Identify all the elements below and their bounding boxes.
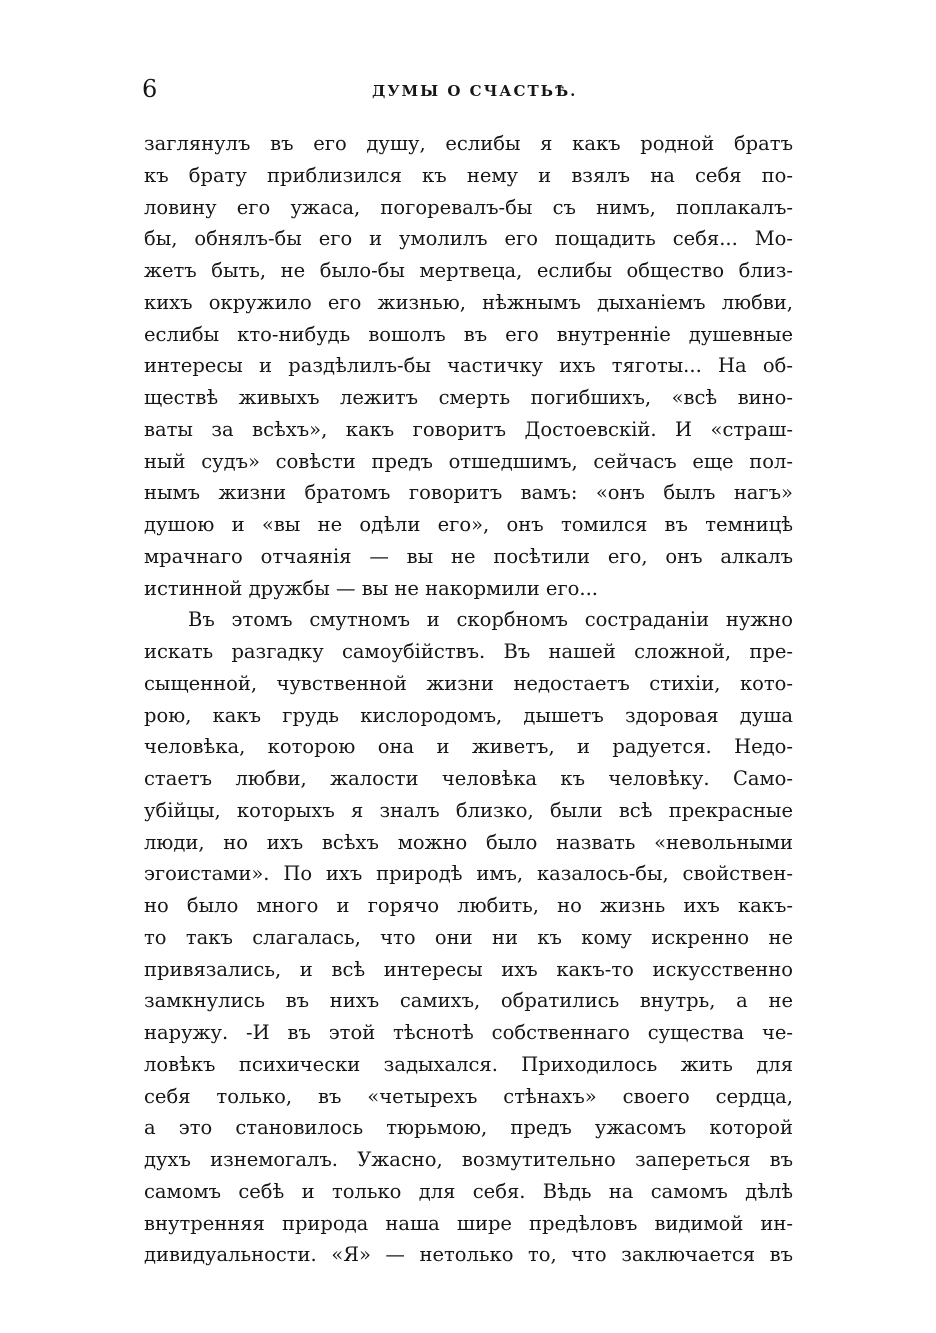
text-line: искать разгадку самоубійствъ. Въ нашей сложной, пре- [144, 640, 793, 663]
text-line: самомъ себѣ и только для себя. Вѣдь на самомъ дѣлѣ [144, 1179, 793, 1203]
text-line: кихъ окружило его жизнью, нѣжнымъ дыханіемъ любви, [144, 290, 793, 314]
body-text [144, 128, 793, 1271]
text-line: но было много и горячо любить, но жизнь ихъ какъ- [144, 894, 793, 917]
page-number: 6 [142, 75, 158, 103]
text-line: ловину его ужаса, погоревалъ-бы съ нимъ, поплакалъ- [144, 195, 793, 219]
text-line: жетъ быть, не было-бы мертвеца, еслибы общество близ- [144, 259, 793, 282]
text-line: къ брату приблизился къ нему и взялъ на себя по- [144, 163, 793, 187]
text-line: внутренняя природа наша шире предѣловъ видимой ин- [144, 1211, 793, 1235]
running-title: ДУМЫ О СЧАСТЬѢ. [372, 82, 578, 100]
text-line: себя только, въ «четырехъ стѣнахъ» своего сердца, [144, 1084, 793, 1108]
text-line: духъ изнемогалъ. Ужасно, возмутительно запереться въ [144, 1148, 793, 1171]
text-line: ный судъ» совѣсти предъ отшедшимъ, сейчасъ еще пол- [144, 449, 793, 473]
text-line: дивидуальности. «Я» — нетолько то, что заключается въ [144, 1243, 793, 1267]
text-line: человѣка, которою она и живетъ, и радуется. Недо- [144, 735, 793, 759]
text-line: ваты за всѣхъ», какъ говоритъ Достоевскій. И «страш- [144, 417, 793, 441]
text-line: сыщенной, чувственной жизни недостаетъ стихіи, кото- [144, 671, 793, 695]
text-line: мрачнаго отчаянія — вы не посѣтили его, онъ алкалъ [144, 544, 793, 568]
text-line: убійцы, которыхъ я зналъ близко, были всѣ прекрасные [144, 798, 793, 822]
text-line: рою, какъ грудь кислородомъ, дышетъ здоровая душа [144, 703, 793, 727]
text-line: бы, обнялъ-бы его и умолилъ его пощадить себя... Мо- [144, 227, 793, 251]
text-line: интересы и раздѣлилъ-бы частичку ихъ тяготы... На об- [144, 354, 793, 378]
text-line: замкнулись въ нихъ самихъ, обратились внутрь, а не [144, 989, 793, 1013]
text-line: ществѣ живыхъ лежитъ смерть погибшихъ, «всѣ вино- [144, 386, 793, 409]
text-line: заглянулъ въ его душу, еслибы я какъ родной братъ [144, 132, 793, 155]
text-line: ловѣкъ психически задыхался. Приходилось жить для [144, 1052, 793, 1076]
paragraph-start-line: Въ этомъ смутномъ и скорбномъ состраданіи нужно [188, 608, 793, 632]
text-line: стаетъ любви, жалости человѣка къ человѣку. Само- [144, 767, 793, 790]
text-line: душою и «вы не одѣли его», онъ томился въ темницѣ [144, 513, 793, 536]
text-line: люди, но ихъ всѣхъ можно было назвать «невольными [144, 830, 793, 854]
text-line: наружу. -И въ этой тѣснотѣ собственнаго существа че- [144, 1021, 793, 1044]
text-line: еслибы кто-нибудь вошолъ въ его внутренніе душевные [144, 322, 793, 346]
text-line: а это становилось тюрьмою, предъ ужасомъ которой [144, 1116, 793, 1140]
paragraph-end-line: истинной дружбы — вы не накормили его... [144, 576, 598, 600]
text-line: привязались, и всѣ интересы ихъ какъ-то искусственно [144, 957, 793, 981]
text-line: нымъ жизни братомъ говоритъ вамъ: «онъ былъ нагъ» [144, 481, 793, 505]
text-line: эгоистами». По ихъ природѣ имъ, казалось-бы, свойствен- [144, 862, 793, 886]
text-line: то такъ слагалась, что они ни къ кому искренно не [144, 925, 793, 949]
